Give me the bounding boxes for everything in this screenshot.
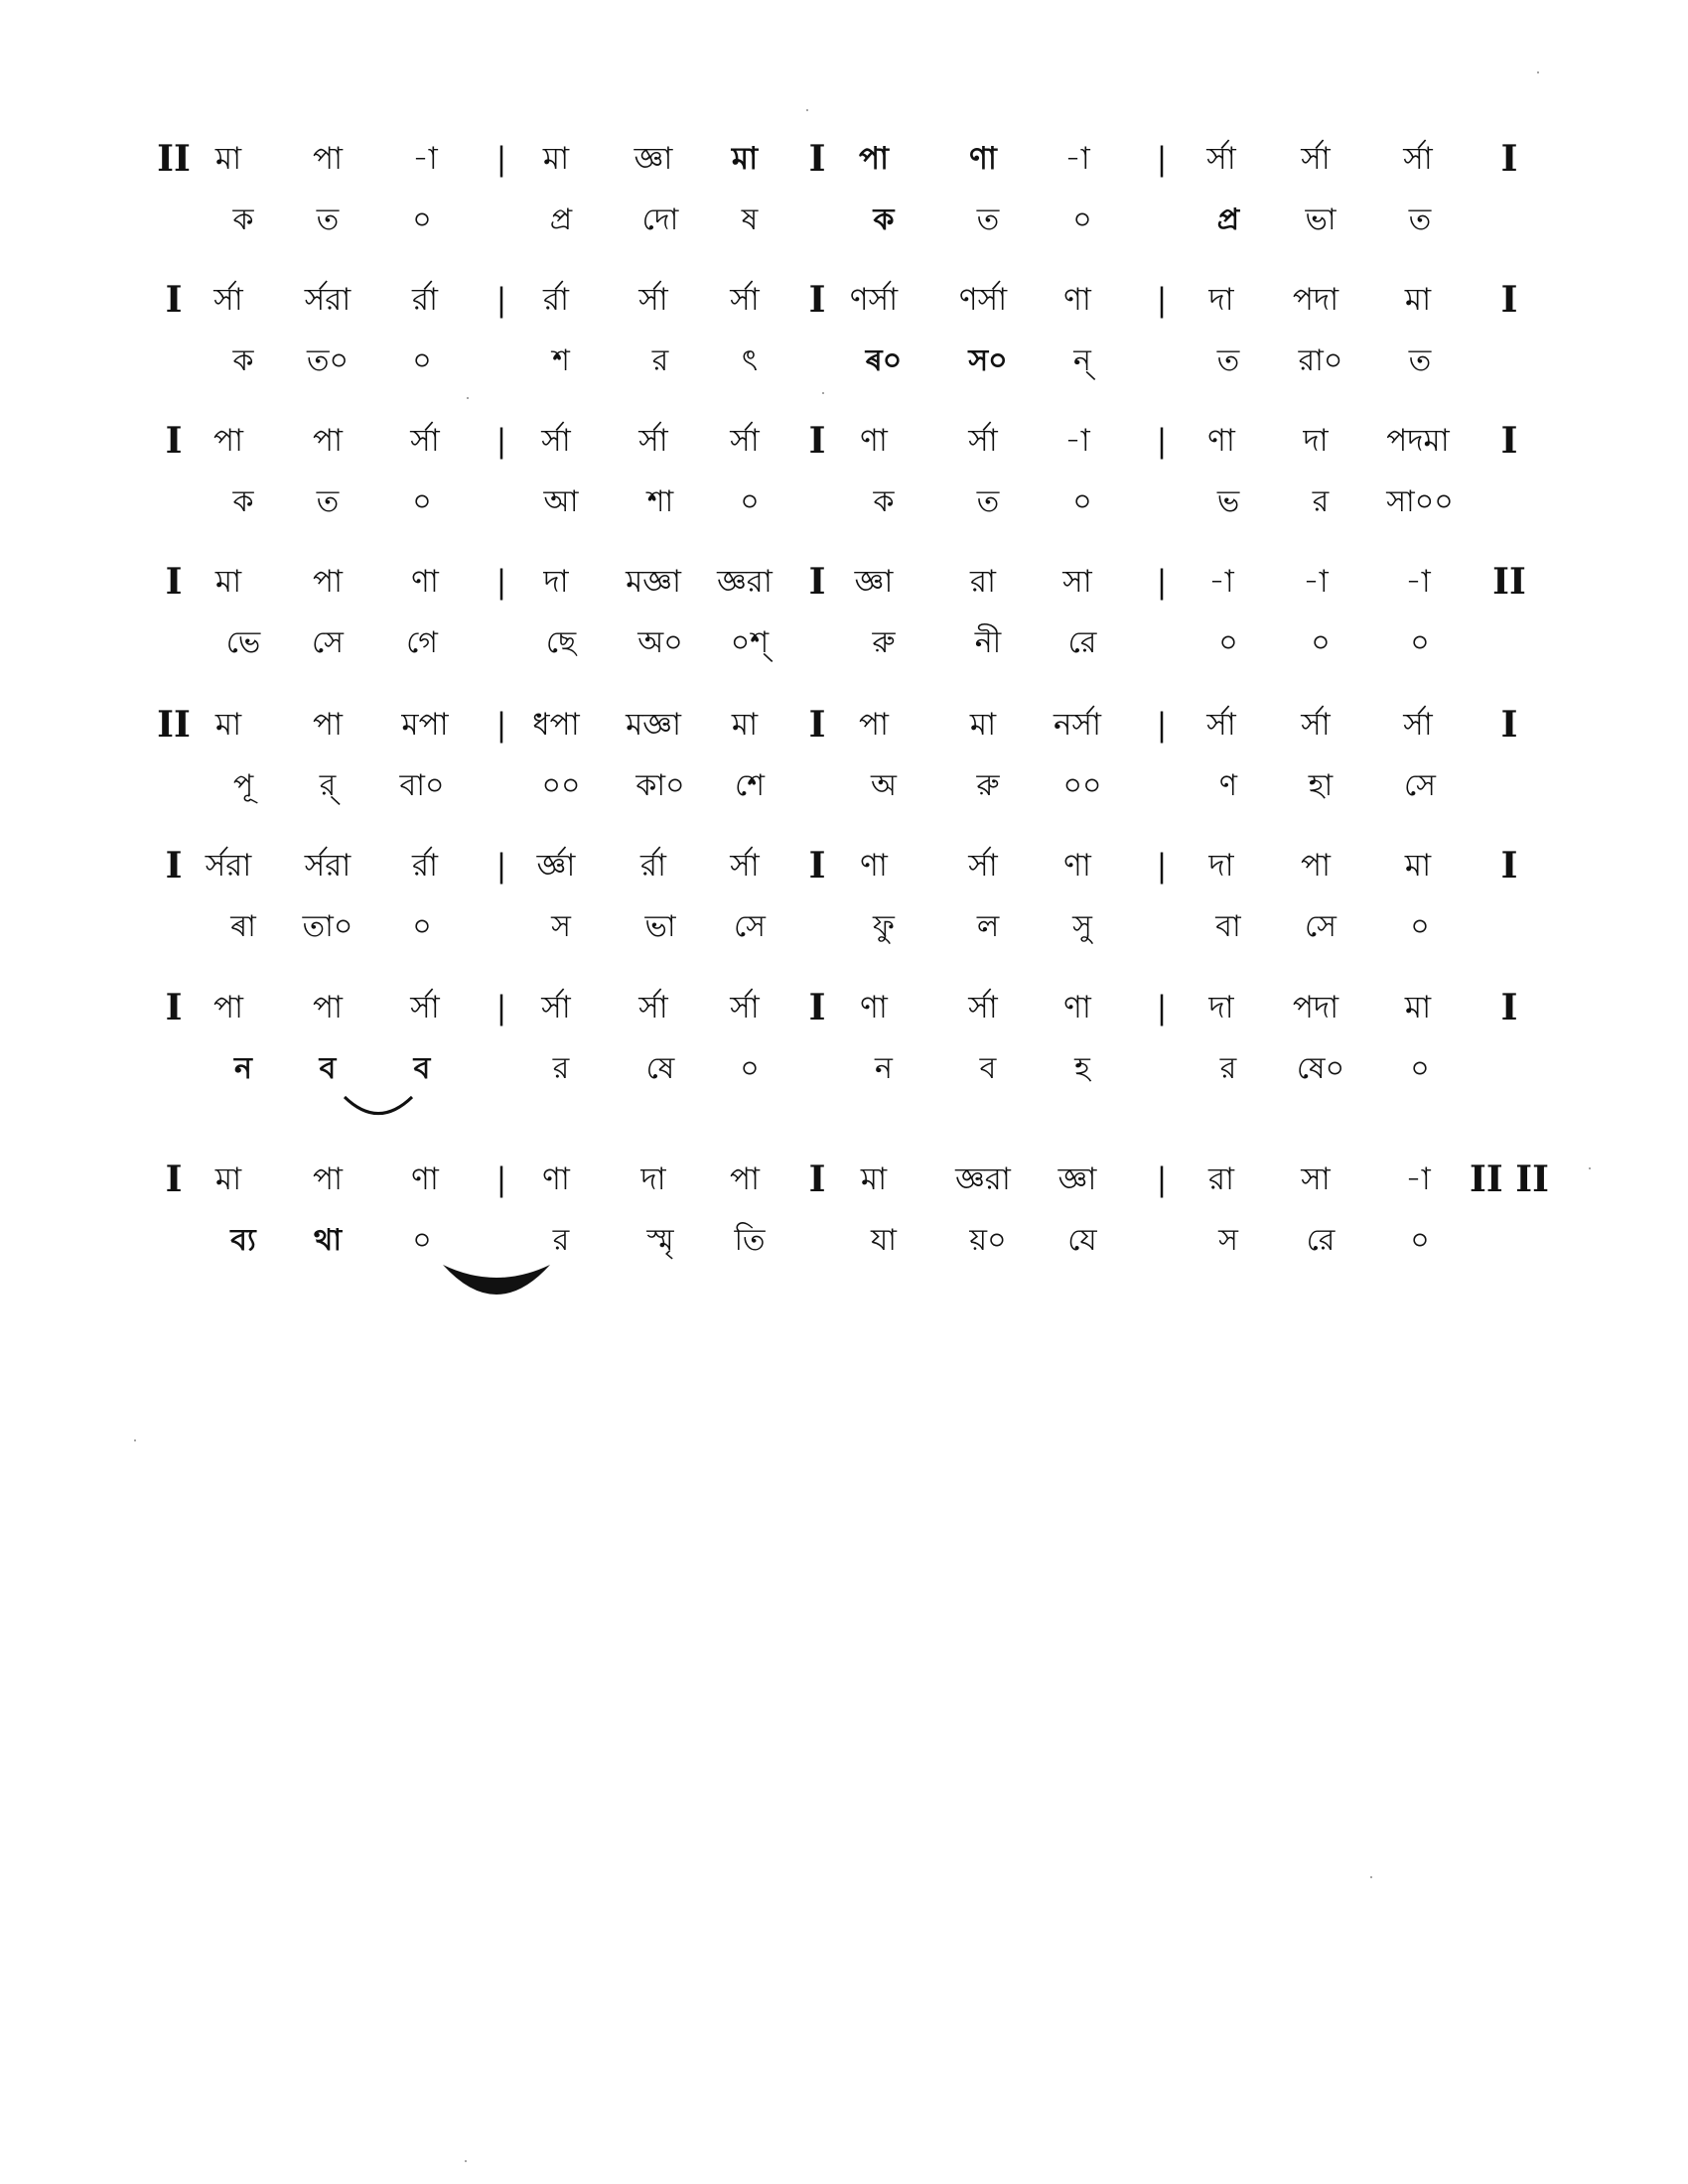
- lyric-syllable: ৎ: [741, 343, 759, 378]
- section-barline: I: [808, 279, 826, 321]
- lyric-syllable: সু: [1072, 909, 1092, 944]
- swara-note: র্সরা: [205, 848, 252, 884]
- swara-note: মা: [731, 141, 759, 177]
- lyric-syllable: তা০: [302, 909, 353, 944]
- scan-speck: [1537, 71, 1539, 73]
- swara-note: দা: [543, 564, 569, 600]
- staff-line: [159, 836, 1529, 965]
- beat-divider: |: [495, 281, 507, 319]
- end-barline: II II: [1470, 1159, 1549, 1200]
- beat-divider: |: [1156, 281, 1168, 319]
- lyric-syllable: ত: [1408, 203, 1432, 237]
- staff-line: [159, 695, 1529, 824]
- beat-divider: |: [1156, 563, 1168, 601]
- slur-mark: [441, 1263, 552, 1302]
- lyric-syllable: ছে: [545, 625, 577, 660]
- lyric-syllable: শে: [735, 768, 765, 803]
- swara-note: দা: [640, 1161, 666, 1197]
- beat-divider: |: [1156, 140, 1168, 178]
- swara-note: মা: [1404, 848, 1432, 884]
- swara-note: পা: [212, 423, 244, 459]
- staff-line: [159, 411, 1529, 540]
- staff-line: [159, 129, 1529, 258]
- lyric-syllable: বা০: [399, 768, 445, 803]
- lyric-syllable: ০০: [541, 768, 581, 803]
- lyric-syllable: ত: [1408, 343, 1432, 378]
- lyric-syllable: আ: [543, 484, 579, 519]
- end-barline: I: [1500, 279, 1518, 321]
- beat-divider: |: [495, 563, 507, 601]
- lyric-syllable: য়০: [969, 1223, 1007, 1258]
- swara-note: মা: [214, 564, 242, 600]
- swara-note: র্রা: [542, 282, 570, 318]
- swara-note: দা: [1303, 423, 1329, 459]
- swara-note: ণা: [1063, 990, 1091, 1025]
- swara-note: পা: [312, 1161, 344, 1197]
- lyric-syllable: ত: [976, 484, 1000, 519]
- lyric-syllable: ০: [1410, 1223, 1430, 1258]
- lyric-syllable: ০: [740, 484, 760, 519]
- swara-note: র্রা: [639, 848, 667, 884]
- swara-note: পা: [858, 141, 890, 177]
- lyric-syllable: ব: [979, 1051, 997, 1086]
- lyric-syllable: হ: [1074, 1051, 1090, 1086]
- start-barline: I: [165, 1159, 183, 1200]
- staff-line: [159, 270, 1529, 399]
- section-barline: I: [808, 420, 826, 462]
- lyric-syllable: রু: [872, 625, 896, 660]
- scan-speck: [134, 1439, 136, 1441]
- lyric-syllable: রে: [1067, 625, 1097, 660]
- staff-line: [159, 978, 1529, 1107]
- lyric-syllable: ষ: [741, 203, 759, 237]
- swara-note: পা: [312, 423, 344, 459]
- lyric-syllable: ষে: [645, 1051, 675, 1086]
- staff-line: [159, 552, 1529, 681]
- lyric-syllable: সা০০: [1386, 484, 1454, 519]
- swara-note: র্সা: [1206, 141, 1236, 177]
- lyric-syllable: কা০: [635, 768, 685, 803]
- swara-note: পা: [858, 707, 890, 743]
- swara-note: র্সা: [968, 848, 998, 884]
- swara-note: মা: [969, 707, 997, 743]
- lyric-syllable: সে: [312, 625, 344, 660]
- lyric-syllable: ০: [740, 1051, 760, 1086]
- lyric-syllable: শ: [552, 343, 570, 378]
- swara-note: দা: [1208, 990, 1234, 1025]
- lyric-syllable: ব: [319, 1051, 337, 1086]
- lyric-syllable: ০: [1218, 625, 1238, 660]
- lyric-syllable: ল: [976, 909, 1000, 944]
- swara-note: ণা: [1063, 282, 1091, 318]
- swara-note: পদা: [1292, 282, 1339, 318]
- beat-divider: |: [1156, 989, 1168, 1026]
- lyric-syllable: ০: [412, 909, 432, 944]
- swara-note: র্সা: [638, 423, 668, 459]
- swara-note: মা: [1404, 990, 1432, 1025]
- scan-speck: [806, 109, 808, 111]
- lyric-syllable: ক: [232, 484, 254, 519]
- swara-note: র্সা: [541, 990, 571, 1025]
- lyric-syllable: স০: [968, 343, 1008, 378]
- lyric-syllable: ন: [234, 1051, 252, 1086]
- lyric-syllable: ০: [1072, 484, 1092, 519]
- end-barline: I: [1500, 987, 1518, 1028]
- lyric-syllable: নী: [974, 625, 1002, 660]
- lyric-syllable: ৰ০: [865, 343, 903, 378]
- lyric-syllable: স: [1218, 1223, 1238, 1258]
- swara-note: জ্ঞা: [1057, 1161, 1097, 1197]
- lyric-syllable: র: [552, 1051, 570, 1086]
- lyric-syllable: ০: [1410, 909, 1430, 944]
- swara-note: রা: [1207, 1161, 1235, 1197]
- beat-divider: |: [495, 140, 507, 178]
- swara-note: ণা: [1063, 848, 1091, 884]
- start-barline: II: [157, 138, 191, 180]
- swara-note: র্সা: [1403, 707, 1433, 743]
- swara-note: র্জ্ঞা: [536, 848, 576, 884]
- section-barline: I: [808, 1159, 826, 1200]
- swara-note: জ্ঞা: [854, 564, 894, 600]
- beat-divider: |: [1156, 706, 1168, 744]
- section-barline: I: [808, 704, 826, 746]
- swara-note: র্সা: [1301, 707, 1331, 743]
- lyric-syllable: ক: [873, 484, 895, 519]
- lyric-syllable: ০: [412, 203, 432, 237]
- lyric-syllable: র: [1219, 1051, 1237, 1086]
- swara-note: ণা: [860, 423, 888, 459]
- lyric-syllable: যা: [871, 1223, 897, 1258]
- lyric-syllable: ণ: [1218, 768, 1238, 803]
- swara-note: ণা: [411, 564, 439, 600]
- swara-note: পা: [312, 564, 344, 600]
- swara-note: পা: [312, 141, 344, 177]
- lyric-syllable: ০: [412, 1223, 432, 1258]
- lyric-syllable: সে: [1404, 768, 1436, 803]
- swara-note: র্সা: [730, 423, 760, 459]
- lyric-syllable: ত: [1216, 343, 1240, 378]
- swara-note: জ্ঞরা: [955, 1161, 1011, 1197]
- end-barline: I: [1500, 845, 1518, 887]
- swara-note: সা: [1301, 1161, 1331, 1197]
- swara-note: জ্ঞা: [633, 141, 673, 177]
- swara-note: র্সা: [541, 423, 571, 459]
- lyric-syllable: গে: [406, 625, 438, 660]
- lyric-syllable: র: [1312, 484, 1330, 519]
- lyric-syllable: সে: [1305, 909, 1336, 944]
- scan-speck: [465, 2160, 467, 2162]
- lyric-syllable: থা: [313, 1223, 343, 1258]
- swara-note: -া: [1303, 564, 1329, 600]
- beat-divider: |: [1156, 847, 1168, 885]
- start-barline: I: [165, 987, 183, 1028]
- lyric-syllable: দো: [641, 203, 679, 237]
- end-barline: I: [1500, 420, 1518, 462]
- lyric-syllable: ত: [316, 203, 340, 237]
- start-barline: I: [165, 420, 183, 462]
- swara-note: ণর্সা: [958, 282, 1008, 318]
- swara-note: পা: [312, 990, 344, 1025]
- section-barline: I: [808, 987, 826, 1028]
- scan-speck: [1589, 1167, 1591, 1169]
- lyric-syllable: ০: [412, 484, 432, 519]
- lyric-syllable: র্: [319, 768, 337, 803]
- lyric-syllable: ব্য: [230, 1223, 256, 1258]
- swara-note: দা: [1208, 848, 1234, 884]
- scan-speck: [467, 397, 469, 399]
- lyric-syllable: ক: [232, 203, 254, 237]
- beat-divider: |: [1156, 1160, 1168, 1198]
- swara-note: মা: [214, 707, 242, 743]
- swara-note: র্রা: [411, 282, 439, 318]
- lyric-syllable: প্র: [549, 203, 573, 237]
- beat-divider: |: [495, 847, 507, 885]
- swara-note: ণা: [860, 848, 888, 884]
- swara-note: ণা: [542, 1161, 570, 1197]
- swara-note: র্সা: [1206, 707, 1236, 743]
- swara-note: র্সরা: [304, 848, 352, 884]
- lyric-syllable: স্মৃ: [646, 1223, 674, 1258]
- swara-note: র্সা: [968, 990, 998, 1025]
- lyric-syllable: প্র: [1216, 203, 1240, 237]
- swara-note: -া: [1064, 423, 1090, 459]
- start-barline: I: [165, 279, 183, 321]
- lyric-syllable: ০: [1410, 625, 1430, 660]
- start-barline: I: [165, 845, 183, 887]
- lyric-syllable: রা০: [1298, 343, 1343, 378]
- swara-note: সা: [1062, 564, 1092, 600]
- lyric-syllable: ত: [316, 484, 340, 519]
- start-barline: I: [165, 561, 183, 603]
- swara-note: ণা: [411, 1161, 439, 1197]
- swara-note: র্সা: [410, 423, 440, 459]
- swara-note: মজ্ঞা: [626, 707, 681, 743]
- swara-note: র্সা: [410, 990, 440, 1025]
- lyric-syllable: ০: [1311, 625, 1331, 660]
- swara-note: -া: [1064, 141, 1090, 177]
- lyric-syllable: পূ: [232, 768, 254, 803]
- swara-note: র্সা: [730, 282, 760, 318]
- lyric-syllable: স: [551, 909, 571, 944]
- lyric-syllable: হা: [1308, 768, 1334, 803]
- lyric-syllable: তি: [734, 1223, 766, 1258]
- swara-note: মা: [731, 707, 759, 743]
- lyric-syllable: ফু: [873, 909, 895, 944]
- swara-note: মা: [542, 141, 570, 177]
- lyric-syllable: ভে: [225, 625, 261, 660]
- lyric-syllable: ষে০: [1296, 1051, 1345, 1086]
- swara-note: পা: [312, 707, 344, 743]
- lyric-syllable: ন্: [1073, 343, 1091, 378]
- swara-note: মা: [214, 1161, 242, 1197]
- lyric-syllable: রু: [976, 768, 1000, 803]
- swara-note: পা: [729, 1161, 761, 1197]
- lyric-syllable: র: [651, 343, 669, 378]
- swara-note: র্সা: [1403, 141, 1433, 177]
- swara-note: র্সা: [213, 282, 243, 318]
- lyric-syllable: রে: [1306, 1223, 1336, 1258]
- lyric-syllable: র: [552, 1223, 570, 1258]
- staff-line: [159, 1150, 1549, 1279]
- swara-note: মা: [1404, 282, 1432, 318]
- lyric-syllable: সে: [734, 909, 766, 944]
- swara-note: র্সরা: [304, 282, 352, 318]
- beat-divider: |: [495, 1160, 507, 1198]
- lyric-syllable: ক: [232, 343, 254, 378]
- scan-speck: [1370, 1876, 1372, 1878]
- swara-note: জ্ঞরা: [717, 564, 773, 600]
- swara-note: র্সা: [730, 990, 760, 1025]
- swara-note: পা: [212, 990, 244, 1025]
- swara-note: -া: [412, 141, 438, 177]
- lyric-syllable: অ: [871, 768, 897, 803]
- lyric-syllable: বা: [1215, 909, 1241, 944]
- lyric-syllable: ৰা: [230, 909, 256, 944]
- beat-divider: |: [495, 989, 507, 1026]
- swara-note: ণা: [969, 141, 997, 177]
- beat-divider: |: [495, 706, 507, 744]
- end-barline: II: [1492, 561, 1526, 603]
- lyric-syllable: ভা: [1305, 203, 1336, 237]
- swara-note: মপা: [401, 707, 449, 743]
- swara-note: ণর্সা: [849, 282, 899, 318]
- lyric-syllable: ব: [413, 1051, 431, 1086]
- swara-note: পদমা: [1386, 423, 1450, 459]
- lyric-syllable: ত: [976, 203, 1000, 237]
- section-barline: I: [808, 561, 826, 603]
- swara-note: পা: [1300, 848, 1332, 884]
- beat-divider: |: [495, 422, 507, 460]
- beat-divider: |: [1156, 422, 1168, 460]
- swara-note: নর্সা: [1054, 707, 1101, 743]
- swara-note: র্সা: [968, 423, 998, 459]
- swara-note: র্সা: [638, 990, 668, 1025]
- lyric-syllable: ০শ্: [730, 625, 770, 660]
- lyric-syllable: ০০: [1062, 768, 1102, 803]
- lyric-syllable: ভ: [1216, 484, 1240, 519]
- swara-note: মজ্ঞা: [626, 564, 681, 600]
- lyric-syllable: ০: [1072, 203, 1092, 237]
- swara-note: র্সা: [730, 848, 760, 884]
- swara-note: -া: [1208, 564, 1234, 600]
- lyric-syllable: ০: [1410, 1051, 1430, 1086]
- lyric-syllable: ক: [873, 203, 895, 237]
- lyric-syllable: ০: [412, 343, 432, 378]
- start-barline: II: [157, 704, 191, 746]
- swara-note: পদা: [1292, 990, 1339, 1025]
- swara-note: ণা: [1207, 423, 1235, 459]
- section-barline: I: [808, 845, 826, 887]
- swara-note: র্রা: [411, 848, 439, 884]
- end-barline: I: [1500, 138, 1518, 180]
- lyric-syllable: ত০: [306, 343, 350, 378]
- lyric-syllable: ন: [875, 1051, 893, 1086]
- end-barline: I: [1500, 704, 1518, 746]
- lyric-syllable: ভা: [644, 909, 676, 944]
- swara-note: মা: [860, 1161, 888, 1197]
- swara-note: ধপা: [532, 707, 580, 743]
- lyric-syllable: অ০: [637, 625, 683, 660]
- swara-note: -া: [1405, 1161, 1431, 1197]
- scan-speck: [822, 392, 824, 394]
- swara-note: ণা: [860, 990, 888, 1025]
- slur-mark: [343, 1095, 414, 1117]
- lyric-syllable: যে: [1067, 1223, 1097, 1258]
- swara-note: র্সা: [1301, 141, 1331, 177]
- swara-note: রা: [969, 564, 997, 600]
- swara-note: র্সা: [638, 282, 668, 318]
- lyric-syllable: শা: [646, 484, 674, 519]
- swara-note: মা: [214, 141, 242, 177]
- swara-note: দা: [1208, 282, 1234, 318]
- section-barline: I: [808, 138, 826, 180]
- swara-note: -া: [1405, 564, 1431, 600]
